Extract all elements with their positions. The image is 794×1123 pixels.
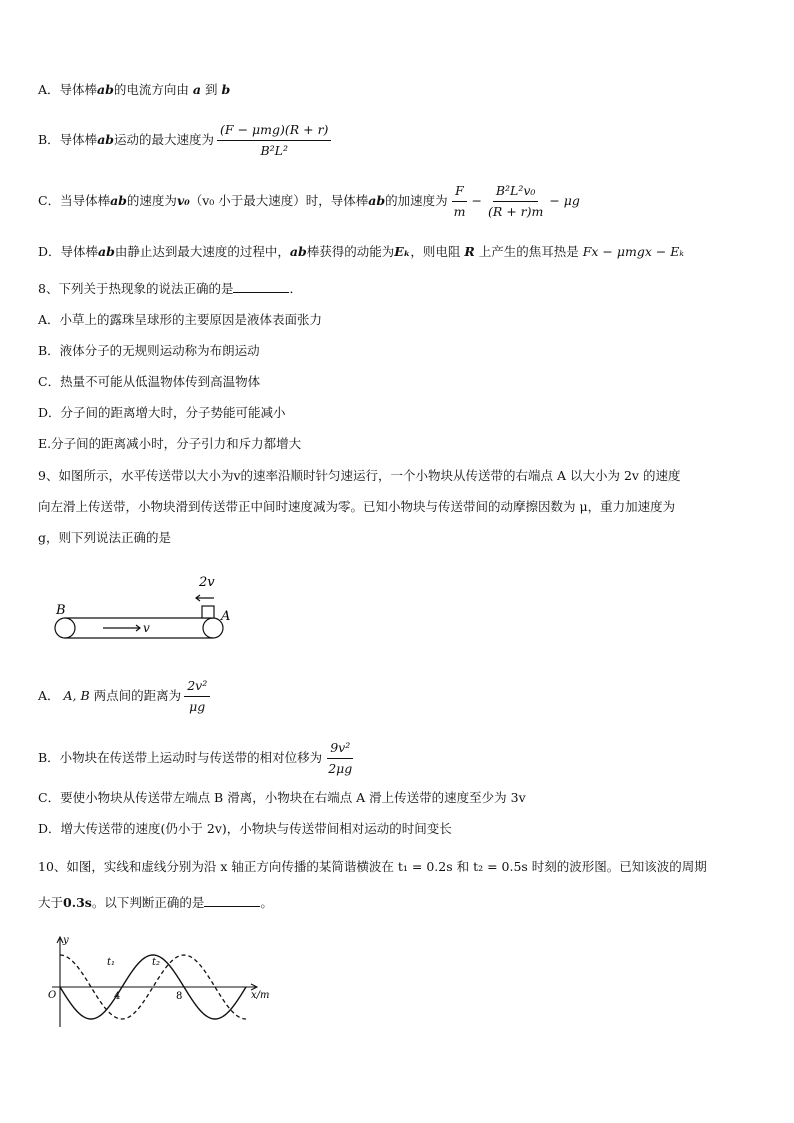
numerator: 2v² — [184, 678, 210, 697]
numerator: F — [452, 183, 467, 202]
q7-option-b — [38, 122, 334, 159]
text: 的加速度为 — [385, 193, 448, 208]
label-v: v — [143, 621, 150, 635]
text: 的速度为 — [126, 193, 177, 208]
numerator: (F − μmg)(R + r) — [217, 122, 331, 141]
symbol: a — [192, 82, 201, 97]
fraction — [184, 678, 210, 715]
text: B．小物块在传送带上运动时与传送带的相对位移为 — [38, 750, 323, 765]
text: 大于 — [38, 895, 64, 910]
right-pulley — [203, 618, 223, 638]
q8-stem — [38, 279, 302, 299]
symbol: ab — [289, 244, 307, 259]
symbol: ab — [97, 132, 115, 147]
block — [202, 606, 214, 618]
symbol: R — [464, 244, 475, 259]
fraction — [325, 740, 355, 777]
q8-option-d: D．分子间的距离增大时，分子势能可能减小 — [38, 405, 286, 420]
q9-stem-line-3: g，则下列说法正确的是 — [38, 530, 172, 545]
text: ，则电阻 — [410, 244, 461, 259]
y-label: y — [63, 935, 69, 946]
text: 上产生的焦耳热是 — [478, 244, 579, 259]
text: D．导体棒 — [38, 244, 99, 259]
q9-option-a — [38, 678, 213, 715]
denominator: μg — [189, 699, 206, 714]
fraction — [485, 183, 546, 220]
symbol: A, B — [63, 688, 90, 703]
q9-stem-line-2: 向左滑上传送带，小物块滑到传送带正中间时速度减为零。已知小物块与传送带间的动摩擦因数为 μ，重力加速度为 — [38, 499, 676, 514]
q7-option-c: C．当导体棒ab的速度为v₀（v₀ 小于最大速度）时，导体棒ab的加速度为 $\frac{F}{m}$ − $\frac{\text{B²L²v₀}}{(R + r)m}$ − μg — [38, 183, 580, 219]
text: 0.3s — [63, 895, 92, 910]
text: 。以下判断正确的是 — [91, 895, 205, 910]
label-2v: 2v — [199, 575, 215, 590]
text: 。 — [260, 895, 273, 910]
denominator: 2μg — [328, 761, 353, 776]
symbol: ab — [368, 193, 386, 208]
formula-tail: − μg — [549, 193, 580, 208]
label-t1: t₁ — [107, 957, 116, 968]
symbol: v₀ — [176, 193, 190, 208]
origin-label: O — [48, 990, 57, 1001]
q9-stem-line-1: 9、如图所示，水平传送带以大小为v的速率沿顺时针匀速运行，一个小物块从传送带的右端点 A 以大小为 2v 的速度 — [38, 468, 681, 483]
q8-option-c: C．热量不可能从低温物体传到高温物体 — [38, 374, 261, 389]
label-a: A — [221, 609, 231, 624]
numerator: B²L²v₀ — [493, 183, 539, 202]
symbol: b — [221, 82, 231, 97]
text: 的电流方向由 — [113, 82, 189, 97]
text: 棒获得的动能为 — [306, 244, 395, 259]
left-pulley — [55, 618, 75, 638]
denominator: B²L² — [260, 143, 288, 158]
text: A． — [38, 688, 60, 703]
text: 到 — [204, 82, 218, 97]
q8-option-a: A．小草上的露珠呈球形的主要原因是液体表面张力 — [38, 312, 323, 327]
q7-option-a — [38, 80, 230, 100]
text: （v₀ 小于最大速度）时，导体棒 — [189, 193, 369, 208]
text: ． — [289, 281, 302, 296]
text: 由静止达到最大速度的过程中， — [114, 244, 290, 259]
tick-8: 8 — [176, 991, 183, 1002]
fraction — [217, 122, 331, 159]
answer-blank[interactable] — [233, 280, 289, 293]
q9-option-d: D．增大传送带的速度(仍小于 2v)，小物块与传送带间相对运动的时间变长 — [38, 821, 452, 836]
q8-option-b: B．液体分子的无规则运动称为布朗运动 — [38, 343, 260, 358]
answer-blank[interactable] — [204, 894, 260, 907]
text: A．导体棒 — [38, 82, 98, 97]
text: 运动的最大速度为 — [114, 132, 215, 147]
q10-stem-line-1: 10、如图，实线和虚线分别为沿 x 轴正方向传播的某简谐横波在 t₁ = 0.2s 和 t₂ = 0.5s 时刻的波形图。已知该波的周期 — [38, 859, 707, 874]
formula: Fx − μmgx − Eₖ — [582, 244, 684, 259]
label-t2: t₂ — [152, 957, 161, 968]
denominator: (R + r)m — [487, 204, 544, 219]
q9-option-b — [38, 740, 358, 777]
x-label: x/m — [251, 990, 270, 1001]
symbol: ab — [98, 244, 115, 259]
label-b: B — [56, 603, 66, 618]
text: 8、下列关于热现象的说法正确的是 — [38, 281, 234, 296]
q9-option-c: C．要使小物块从传送带左端点 B 滑离，小物块在右端点 A 滑上传送带的速度至少为 3v — [38, 790, 526, 805]
wave-figure — [44, 932, 280, 1032]
symbol: ab — [97, 82, 114, 97]
symbol: Eₖ — [394, 244, 411, 259]
text: B．导体棒 — [38, 132, 98, 147]
numerator: 9v² — [327, 740, 353, 759]
fraction — [451, 183, 469, 220]
conveyor-belt-figure — [48, 568, 238, 646]
denominator: m — [453, 204, 466, 219]
tick-4: 4 — [114, 991, 121, 1002]
text: 两点间的距离为 — [93, 688, 182, 703]
text: C．当导体棒 — [38, 193, 111, 208]
q10-stem-line-2 — [38, 893, 273, 913]
symbol: ab — [110, 193, 127, 208]
q8-option-e: E.分子间的距离减小时，分子引力和斥力都增大 — [38, 436, 302, 451]
q7-option-d — [38, 242, 684, 262]
